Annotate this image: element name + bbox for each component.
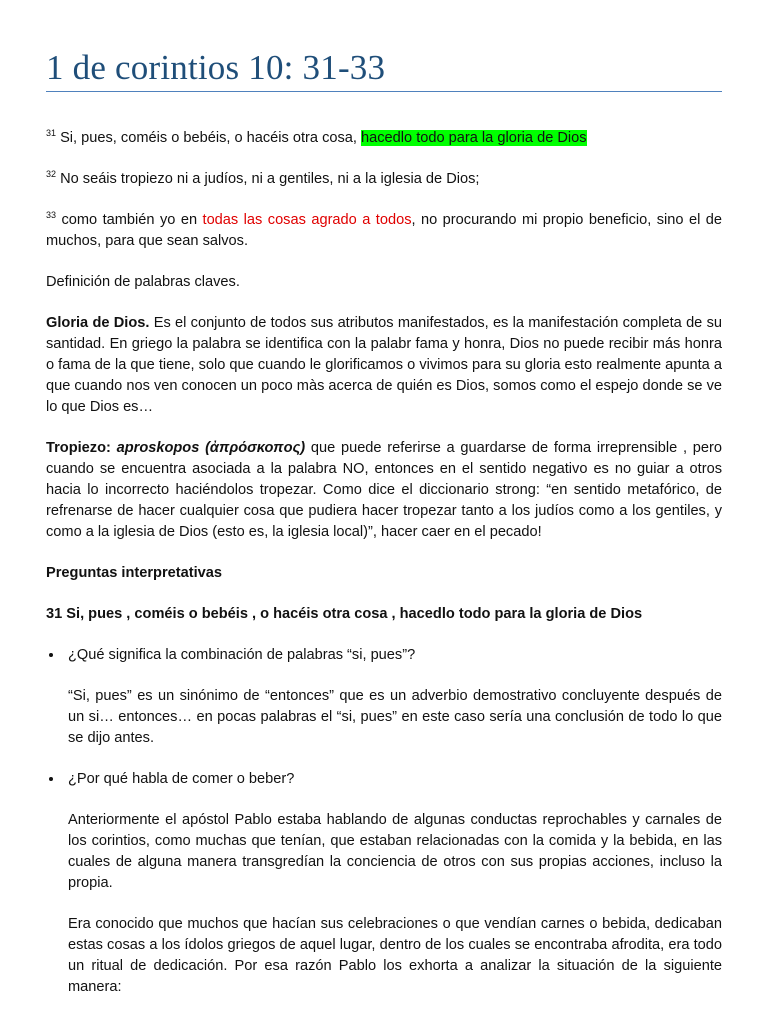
verse-text-end: , no procurando mi propio beneficio, sino el de muchos, para que sean salvos.	[46, 212, 723, 249]
question-list-2	[46, 769, 722, 790]
definition-text: Es el conjunto de todos sus atributos manifestados, es la manifestación completa de su santidad. En griego la palabra se identifica con la palabr fama y honra, Dios no puede recibir más honra o fama de la que tiene, solo que cuando le glorificamos o vivimos para su gloria esto realmente apunta a que cuando nos ven conocen un poco màs acerca de quién es Dios, somos como el espejo donde se ve lo que Dios es…	[46, 315, 722, 415]
verse-31	[46, 128, 722, 149]
definition-tropiezo	[46, 438, 722, 543]
page-title: 1 de corintios 10: 31-33	[46, 48, 386, 87]
title-underline	[46, 91, 722, 92]
verse-31-bold	[46, 604, 722, 625]
verse-number: 32	[46, 169, 57, 179]
document-body	[46, 128, 722, 1018]
highlighted-text: hacedlo todo para la gloria de Dios	[361, 130, 587, 146]
greek-term: aproskopos (ἀπρόσκοπος)	[116, 440, 306, 456]
verse-text: como también yo en	[56, 212, 203, 228]
definitions-heading: Definición de palabras claves.	[46, 274, 240, 290]
answer-paragraph: Anteriormente el apóstol Pablo estaba hablando de algunas conductas reprochables y carnales de los corintios, como muchas que tenían, que estaban relacionadas con la comida y la bebida, en las cuales de alguna manera transgredían la conciencia de otros con sus propias acciones, incluso la propia.	[68, 812, 722, 891]
definition-gloria	[46, 313, 722, 418]
verse-number: 33	[46, 210, 57, 220]
verse-text: No seáis tropiezo ni a judíos, ni a gentiles, ni a la iglesia de Dios;	[56, 171, 480, 187]
question-list-1	[46, 645, 722, 666]
definition-term: Gloria de Dios.	[46, 315, 150, 331]
answer-paragraph: “Si, pues” es un sinónimo de “entonces” que es un adverbio demostrativo concluyente después de un si… entonces… en pocas palabras el “si, pues” en este caso sería una conclusión de todo lo que se dijo antes.	[68, 688, 722, 746]
questions-heading	[46, 563, 722, 584]
red-text: todas las cosas agrado a todos	[202, 212, 412, 228]
definition-text: que puede referirse a guardarse de forma irreprensible , pero cuando se encuentra asociada a la palabra NO, entonces en el sentido negativo es no guiar a otros hacia lo incorrecto haciéndolos tropezar. Como dice el diccionario strong: “en sentido metafórico, de refrenarse de hacer cualquier cosa que pudiera hacer tropezar tanto a los judíos como a los gentiles, y como a la iglesia de Dios (esto es, la iglesia local)”, hacer caer en el pecado!	[46, 440, 722, 540]
answer-paragraph: Era conocido que muchos que hacían sus celebraciones o que vendían carnes o bebida, dedicaban estas cosas a los ídolos griegos de aquel lugar, dentro de los cuales se encontraba afrodita, era todo un ritual de dedicación. Por esa razón Pablo los exhorta a analizar la situación de la siguiente manera:	[68, 916, 722, 995]
questions-heading-text: Preguntas interpretativas	[46, 565, 222, 581]
verse-31-bold-text: 31 Si, pues , coméis o bebéis , o hacéis otra cosa , hacedlo todo para la gloria de Dios	[46, 606, 643, 622]
definition-term: Tropiezo:	[46, 440, 111, 456]
question-item: • ¿Qué significa la combinación de palabras “si, pues”?	[64, 645, 722, 666]
verse-32	[46, 169, 722, 190]
question-item: • ¿Por qué habla de comer o beber?	[64, 769, 722, 790]
verse-text: Si, pues, coméis o bebéis, o hacéis otra cosa,	[56, 130, 362, 146]
verse-33	[46, 210, 722, 252]
verse-number: 31	[46, 128, 57, 138]
